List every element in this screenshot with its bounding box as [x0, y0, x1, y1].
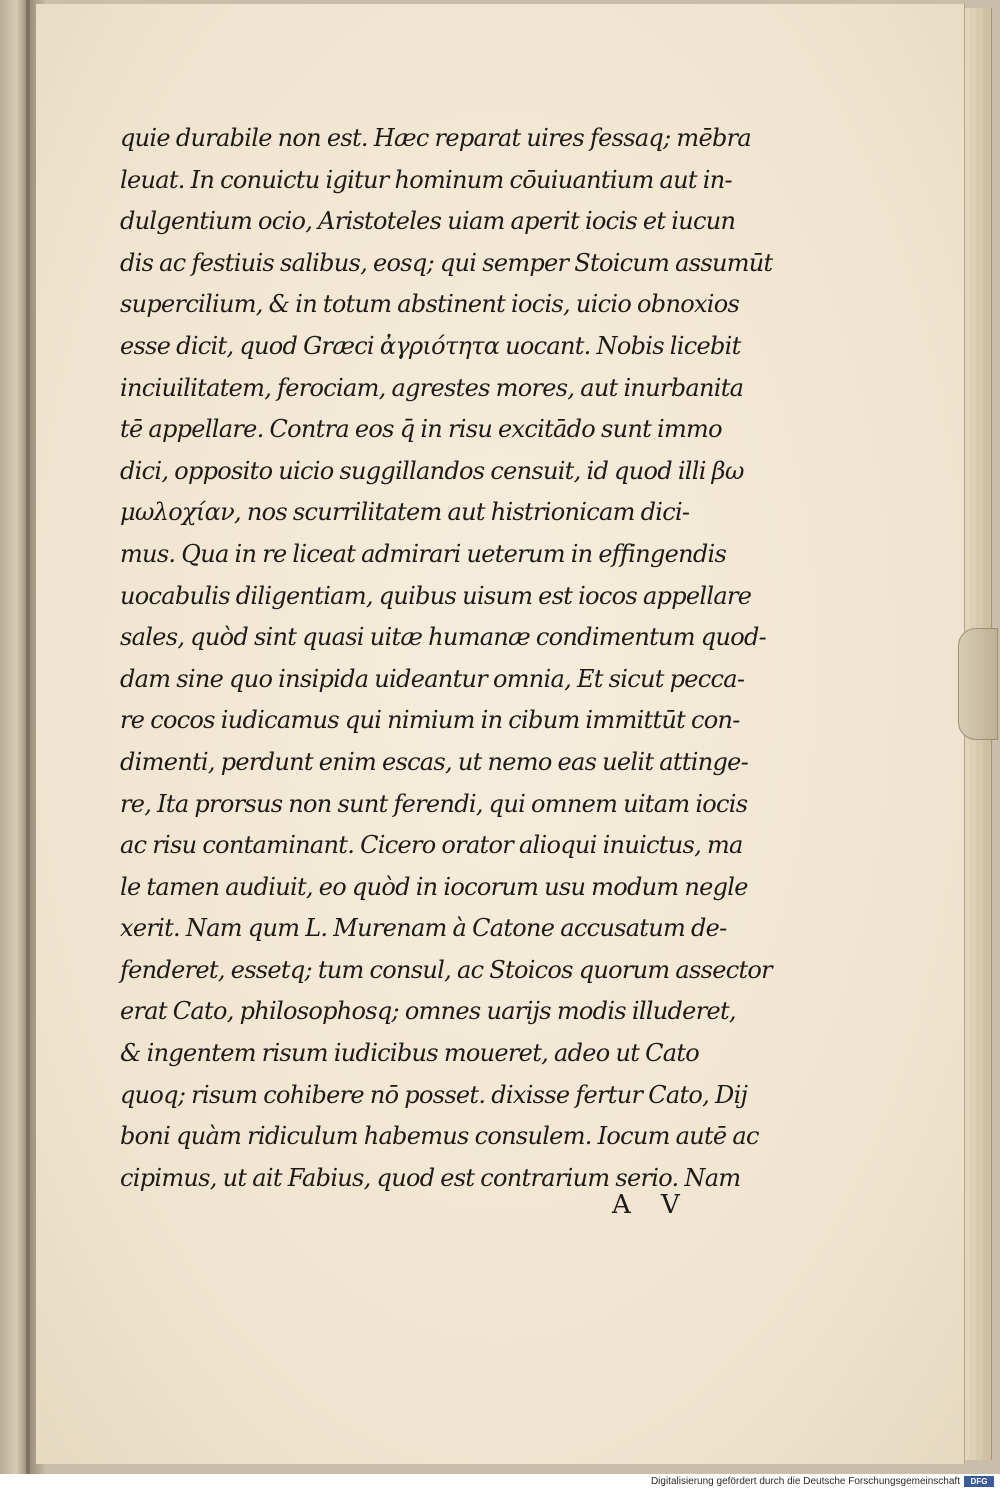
- text-line: dimenti, perdunt enim escas, ut nemo eas uelit attinge-: [120, 747, 749, 776]
- text-line: quie durabile non est. Hæc reparat uires fessaq; mēbra: [120, 124, 752, 152]
- text-line: dulgentium ocio, Aristoteles uiam aperit iocis et iucun: [120, 207, 736, 236]
- text-line: ac risu contaminant. Cicero orator alioqui inuictus, ma: [120, 831, 743, 860]
- page-text-block: [120, 118, 800, 1199]
- text-line: cipimus, ut ait Fabius, quod est contrarium serio. Nam: [120, 1163, 741, 1192]
- text-line: re cocos iudicamus qui nimium in cibum immittūt con-: [120, 706, 740, 735]
- text-line: tē appellare. Contra eos q̄ in risu excitādo sunt immo: [120, 415, 722, 444]
- text-line: μωλοχίαν, nos scurrilitatem aut histrionicam dici-: [120, 498, 690, 527]
- text-line: fenderet, essetq; tum consul, ac Stoicos quorum assector: [120, 955, 772, 984]
- text-line: mus. Qua in re liceat admirari ueterum in effingendis: [120, 539, 727, 568]
- funding-note: Digitalisierung gefördert durch die Deutsche Forschungsgemeinschaft: [650, 1476, 960, 1487]
- text-line: esse dicit, quod Græci ἀγριότητα uocant. Nobis licebit: [120, 331, 741, 360]
- text-line: inciuilitatem, ferociam, agrestes mores, aut inurbanita: [120, 373, 744, 402]
- text-line: dici, opposito uicio suggillandos censuit, id quod illi βω: [120, 456, 744, 485]
- text-line: & ingentem risum iudicibus moueret, adeo ut Cato: [120, 1039, 700, 1068]
- text-line: dis ac festiuis salibus, eosq; qui semper Stoicum assumūt: [120, 248, 773, 277]
- text-line: sales, quòd sint quasi uitæ humanæ condimentum quod-: [120, 623, 767, 652]
- text-line: erat Cato, philosophosq; omnes uarijs modis illuderet,: [120, 997, 736, 1026]
- text-line: uocabulis diligentiam, quibus uisum est iocos appellare: [120, 581, 752, 610]
- text-line: supercilium, & in totum abstinent iocis, uicio obnoxios: [120, 290, 740, 319]
- text-line: leuat. In conuictu igitur hominum cōuiuantium aut in-: [120, 165, 732, 194]
- text-line: quoq; risum cohibere nō posset. dixisse fertur Cato, Dij: [120, 1080, 748, 1109]
- dfg-logo: DFG: [964, 1476, 994, 1487]
- text-line: re, Ita prorsus non sunt ferendi, qui omnem uitam iocis: [120, 789, 748, 818]
- text-line: le tamen audiuit, eo quòd in iocorum usu modum negle: [120, 872, 748, 901]
- page-clip: [958, 628, 998, 740]
- text-line: xerit. Nam qum L. Murenam à Catone accusatum de-: [120, 914, 727, 943]
- text-line: boni quàm ridiculum habemus consulem. Iocum autē ac: [120, 1122, 759, 1151]
- signature-mark: A V: [612, 1190, 682, 1220]
- text-line: dam sine quo insipida uideantur omnia, Et sicut pecca-: [120, 664, 745, 693]
